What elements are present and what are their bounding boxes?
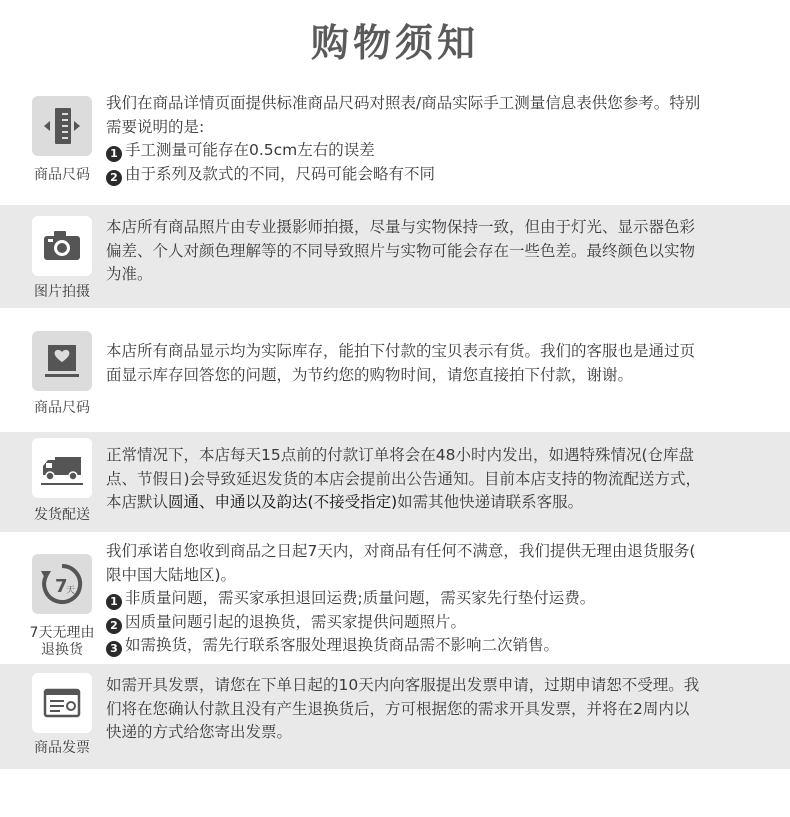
section-text: 我们在商品详情页面提供标准商品尺码对照表/商品实际手工测量信息表供您参考。特别 需要说明的是: 1 手工测量可能存在0.5cm左右的误差 2 由于系列及款式的不同，尺码可能会略有不同 bbox=[106, 94, 701, 184]
section-text: 正常情况下，本店每天15点前的付款订单将会在48小时内发出，如遇特殊情况(仓库盘 点、节假日)会导致延迟发货的本店会提前出公告通知。目前本店支持的物流配送方式， 本店默认圆通、申通以及韵达(不接受指定)如需其他快递请联系客服。 bbox=[106, 446, 702, 511]
section-size bbox=[0, 85, 790, 195]
section-label: 7天无理由 退换货 bbox=[29, 625, 95, 658]
section-stock bbox=[0, 318, 790, 423]
stock-box-icon bbox=[32, 331, 92, 391]
section-text: 如需开具发票，请您在下单日起的10天内向客服提出发票申请，过期申请恕不受理。我 们将在您确认付款且没有产生退换货后，方可根据您的需求开具发票，并将在2周内以 快递的方式给您寄出发票。 bbox=[106, 676, 700, 741]
seven-day-return-icon bbox=[32, 554, 92, 614]
number-badge: 3 bbox=[106, 641, 122, 657]
section-label: 商品尺码 bbox=[34, 400, 90, 416]
section-invoice bbox=[0, 664, 790, 769]
section-label: 商品尺码 bbox=[34, 167, 90, 183]
section-label: 商品发票 bbox=[34, 740, 90, 756]
page-title: 购物须知 bbox=[310, 21, 479, 65]
section-return bbox=[0, 532, 790, 662]
section-label: 图片拍摄 bbox=[34, 284, 90, 300]
badge-number: 7 bbox=[55, 576, 68, 597]
section-text: 我们承诺自您收到商品之日起7天内，对商品有任何不满意，我们提供无理由退货服务( 限中国大陆地区)。 1 非质量问题，需买家承担退回运费;质量问题，需买家先行垫付运费。 2 因质量问题引起的退换货，需买家提供问题照片。 3 如需换货，需先行联系客服处理退换货商品需不影响二次销售。 bbox=[106, 542, 696, 655]
number-badge: 1 bbox=[106, 594, 122, 610]
courier-names: 圆通、申通以及韵达(不接受指定) bbox=[168, 493, 398, 511]
section-photo bbox=[0, 205, 790, 308]
number-badge: 2 bbox=[106, 170, 122, 186]
number-badge: 1 bbox=[106, 146, 122, 162]
section-text: 本店所有商品显示均为实际库存，能拍下付款的宝贝表示有货。我们的客服也是通过页 面显示库存回答您的问题，为节约您的购物时间，请您直接拍下付款，谢谢。 bbox=[106, 342, 696, 384]
badge-unit: 天 bbox=[66, 586, 76, 596]
number-badge: 2 bbox=[106, 618, 122, 634]
invoice-icon bbox=[32, 673, 92, 733]
section-text: 本店所有商品照片由专业摄影师拍摄，尽量与实物保持一致，但由于灯光、显示器色彩 偏差、个人对颜色理解等的不同导致照片与实物可能会存在一些色差。最终颜色以实物 为准。 bbox=[106, 218, 696, 283]
section-delivery bbox=[0, 432, 790, 532]
camera-icon bbox=[32, 216, 92, 276]
section-label: 发货配送 bbox=[34, 507, 90, 523]
truck-icon bbox=[32, 438, 92, 498]
ruler-icon bbox=[32, 96, 92, 156]
